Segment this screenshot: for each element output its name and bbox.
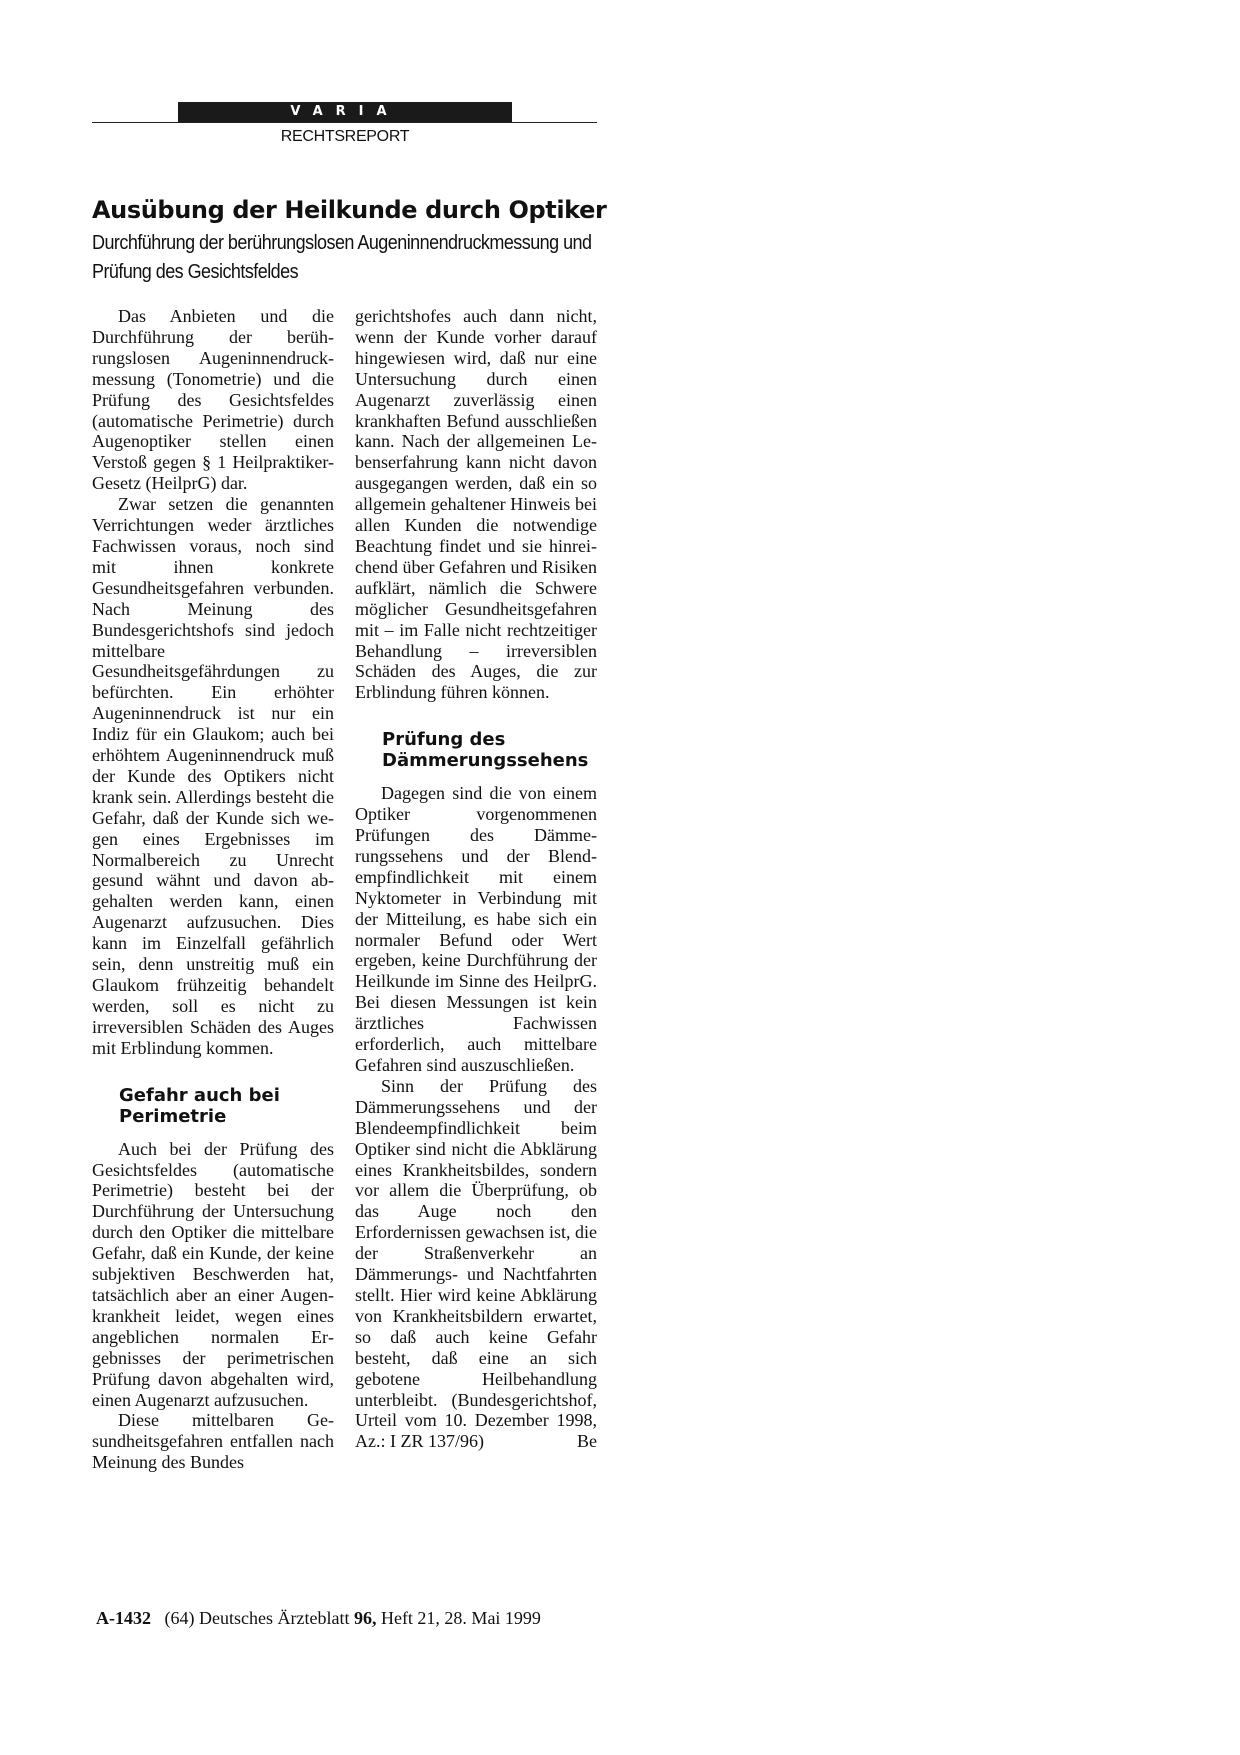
page-code: A-1432 [96,1608,151,1628]
left-column [92,306,334,1473]
rubric-label: RECHTSREPORT [280,128,410,145]
page-number: (64) [164,1608,195,1628]
paragraph: Das Anbieten und die Durchführung der berührungslosen Augeninnendruckmessung (Tonometrie) und die Prüfung des Gesichtsfeldes (automatische Perimetrie) durch Augenoptiker stellen einen Verstoß gegen § 1 Heilpraktiker-Gesetz (HeilprG) dar. [92,306,334,494]
article-subtitle: Durchführung der berührungslosen Augeninnendruckmessung und Prüfung des Gesichtsfeldes [92,232,592,283]
header-rule [92,122,597,123]
section-label: VARIA [178,102,512,122]
paragraph: Diese mittelbaren Gesundheitsgefahren entfallen nach Meinung des Bundes [92,1410,334,1473]
right-column [355,306,597,1452]
journal-name: Deutsches Ärzteblatt [199,1608,350,1628]
section-heading: Prüfung des Dämmerungssehens [382,729,589,772]
paragraph: Dagegen sind die von einem Optiker vorgenommenen Prüfungen des Dämmerungssehens und der Blendempfindlichkeit mit einem Nyktometer in Verbindung mit der Mitteilung, es habe sich ein normaler Befund oder Wert ergeben, keine Durchführung der Heilkunde im Sinne des HeilprG. Bei diesen Messungen ist kein ärztliches Fachwissen erforderlich, auch mittelbare Gefahren sind auszuschließen. [355,783,597,1075]
journal-issue: Heft 21, 28. Mai 1999 [380,1608,541,1628]
section-heading: Gefahr auch bei Perimetrie [119,1084,280,1127]
paragraph: Auch bei der Prüfung des Gesichtsfeldes (automatische Perimetrie) besteht bei der Durchführung der Untersuchung durch den Optiker die mittelbare Gefahr, daß ein Kunde, der keine subjektiven Beschwerden hat, tatsächlich aber an einer Augenkrankheit leidet, wegen eines angeblichen normalen Ergebnisses der perimetrischen Prüfung davon abgehalten wird, einen Augenarzt aufzusuchen. [92,1138,334,1410]
paragraph: gerichtshofes auch dann nicht, wenn der Kunde vorher darauf hingewiesen wird, daß nur eine Untersuchung durch einen Augenarzt zuverlässig einen krankhaften Befund ausschließen kann. Nach der allgemeinen Lebenserfahrung kann nicht davon ausgegangen werden, daß ein so allgemein gehaltener Hinweis bei allen Kunden die notwendige Beachtung findet und sie hinreichend über Gefahren und Risiken aufklärt, nämlich die Schwere möglicher Gesundheitsgefahren mit – im Falle nicht rechtzeitiger Behandlung – irreversiblen Schäden des Auges, die zur Erblindung führen können. [355,306,597,703]
paragraph-text: Sinn der Prüfung des Dämmerungssehens und der Blendeempfindlichkeit beim Optiker sind nicht die Abklärung eines Krankheitsbildes, sondern vor allem die Überprüfung, ob das Auge noch den Erfordernissen gewachsen ist, die der Straßenverkehr an Dämmerungs- und Nachtfahrten stellt. Hier wird keine Abklärung von Krankheitsbildern erwartet, so daß auch keine Gefahr besteht, daß eine an sich gebotene Heilbehandlung unterbleibt. (Bundesgerichtshof, Urteil vom 10. Dezember 1998, Az.: I ZR 137/96) [355,1075,597,1452]
page-footer [96,1608,696,1629]
paragraph: Zwar setzen die genannten Verrichtungen weder ärztliches Fachwissen voraus, noch sind mit ihnen konkrete Gesundheitsgefahren verbunden. Nach Meinung des Bundesgerichtshofs sind jedoch mittelbare Gesundheitsgefährdungen zu befürchten. Ein erhöhter Augeninnendruck ist nur ein Indiz für ein Glaukom; auch bei erhöhtem Augeninnendruck muß der Kunde des Optikers nicht krank sein. Allerdings besteht die Gefahr, daß der Kunde sich wegen eines Ergebnisses im Normalbereich zu Unrecht gesund wähnt und davon abgehalten werden kann, einen Augenarzt aufzusuchen. Dies kann im Einzelfall gefährlich sein, denn unstreitig muß ein Glaukom frühzeitig behandelt werden, soll es nicht zu irreversiblen Schäden des Auges mit Erblindung kommen. [92,494,334,1058]
author-signature: Be [577,1431,597,1452]
journal-volume: 96, [353,1608,377,1628]
article-title: Ausübung der Heilkunde durch Optiker [92,196,607,224]
paragraph [355,1076,597,1452]
